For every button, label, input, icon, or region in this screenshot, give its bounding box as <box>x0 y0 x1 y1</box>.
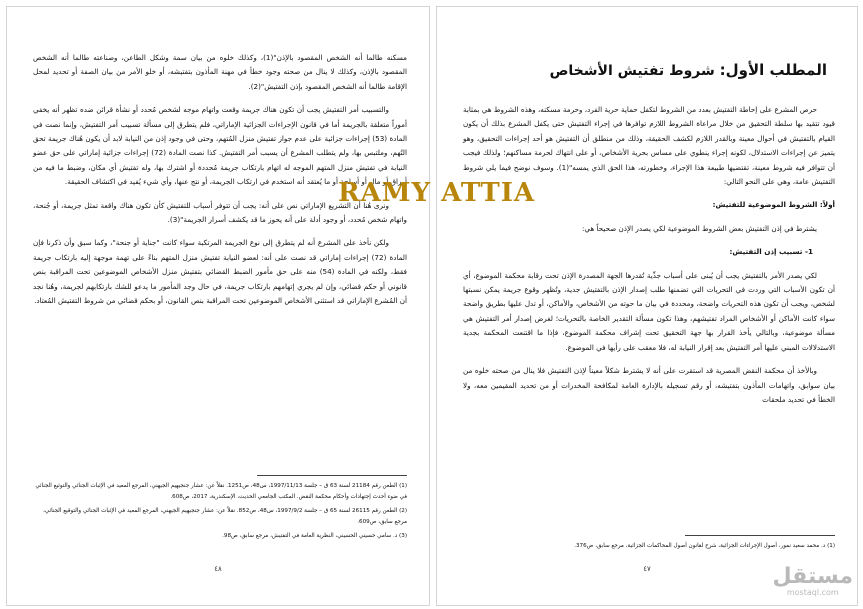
left-footnote-3: (3) د. سامي حسيني الحسيني، النظرية العامة في التفتيش، مرجع سابق، ص98. <box>222 533 407 539</box>
brand-logo <box>773 566 853 597</box>
right-court-paragraph: وبالأخذ أن محكمة النقض المصرية قد استقرت على أنه لا يشترط شكلاً معيناً لإذن التفتيش فلا ينال من صحته خلوه من بيان سوابق، واتهامات المأذون بتفتيشه، أو رقم تسجيله بالإدارة العامة لمكافحة المخدرات أو من تحديد المقيمين معه، ولا الخطأ في تحديد ملحقات <box>463 366 835 404</box>
right-footnotes <box>463 541 835 555</box>
left-paragraph-2: والتسبيب أمر التفتيش يجب أن تكون هناك جريمة وقعت واتهام موجه لشخص مُحدد أو نشأة قرائن ضده تظهر أنه يخفي أموراً متعلقة بالجريمة أما في قانون الإجراءات الجزائية الإماراتي، فلم يتطرق إلى مسألة تسبيب أمر التفتيش، وإنما نصت في المادة (53) إجراءات جزائية على عدم جواز تفتيش منزل المُتهم، وحتى في وجود إذن من النيابة لابد أن يكون هُناك جريمة تحق التُهم، وملتبس بها، ولم يتطلب المشرع أن يسبب أمر التفتيش. كذا نصت المادة (72) إجراءات جزائية إماراتي على حق عضو النيابة في تفتيش منزل المتهم الموجه له اتهام بارتكاب جريمة مُحددة أو اشترك بها، وله تفتيش أي مكان، وضبط ما فيه من أوراق أو مال أو أسلحة أو ما يُعتقد أنه استخدم في ارتكاب الجريمة، أو نتج عنها، وأي شيء يُفيد في اكتشاف الحقيقة. <box>33 105 408 187</box>
watermark-text: RAMY ATTIA <box>338 178 536 208</box>
left-footnote-1: (1) الطعن رقم 21184 لسنة 63 ق – جلسة 1997/11/13، س48، ص1251. نقلاً عن: عشار جنجيهيم الجيهني، المرجع المعيد في الإثبات الجنائي والتوثيع الجنائي في ضوء أحدث إجتهادات وأحكام محكمة النقض. المكتب الجامعي الحديث، الإسكندرية، 2017، ص608. <box>35 483 407 500</box>
brand-logo-arabic: مستقل <box>772 564 853 589</box>
right-reasons-paragraph: لكي يصدر الأمر بالتفتيش يجب أن يُبنى على أسباب جدِّية تُقدرها الجهة المصدرة الإذن تحت رقابة محكمة الموضوع، أي أن تكون الأسباب التي وردت في التحريات التي تضمنها طلب إصدار الإذن بالتفتيش جدية، وتُظهر وقوع جريمة يمكن نسبتها لشخص، ويجب أن تكون هذه التحريات واضحة، ومحددة في بيان ما حوته من الأشخاص، والأماكن، أو تدل عليها بطريق واضحة سواء كانت الأماكن أو الأشخاص المراد تفتيشهم، وهذا تكون مسألة التقدير الخاصة بالتحريات؛ لغرض إصدار أمر التفتيش هي مسألة موضوعية، وبالتالي يأخذ القرار بها جهة التحقيق تحت إشراف محكمة الموضوع، فإذا ما اقتنعت المحكمة بجدية الاستدلالات المبني عليها أمر التفتيش بعد إقرار النيابة له، فلا معقب على رأيها في الموضوع. <box>463 270 835 352</box>
right-intro-paragraph: حرص المشرع على إحاطة التفتيش بعدد من الشروط لتكفل حماية حرية الفرد، وحرمة مسكنه، وهذه الشروط هي بمثابة قيود تتقيد بها سلطة التحقيق من خلال مراعاة الشروط اللازم توافرها في إجراء التفتيش حتى يكفل المشرع بذلك أن يكون القيام بالتفتيش في أحوال معينة وبالقدر اللازم لكشف الحقيقة، وذلك من منطلق أن التفتيش هو أحد إجراءات التحقيق، وهو يتميز عن إجراءات الاستدلال، لكونه إجراء ينطوي على مساس بحرية الأشخاص، أو على انتهاك لحرمة مساكنهم؛ ولذلك فيجب أن تتوافر فيه شروط معينة، تقتضيها طبيعة هذا الإجراء، وخطورته، هذا الحق الذي يمسه"(1). وسوف نوضح فيما يلي شروط التفتيش عامة، وهي على النحو التالي: <box>463 105 835 187</box>
right-footnote-1: (1) د. محمد سعيد نمور، أصول الإجراءات الجزائية، شرح لقانون أصول المحاكمات الجزائية، مرجع سابق، ص376. <box>574 543 835 549</box>
brand-logo-latin: mostaql.com <box>786 588 839 597</box>
section-title <box>467 61 827 79</box>
section-title-main: شروط تفتيش الأشخاص <box>549 63 715 79</box>
left-paragraph-4: ولكن نأخذ على المشرع أنه لم يتطرق إلى نوع الجريمة المرتكبة سواء كانت "جناية أو جنحة"، وكما سبق وأن ذكرنا فإن المادة (72) إجراءات إماراتي قد نصت على أنه: لعضو النيابة تفتيش منزل المتهم بناءً على تهمة موجهة إليه بارتكاب جريمة فقط، ولكنه في المادة (54) منه على حق مأمور الضبط القضائي بتفتيش منزل الأشخاص الموضوعين تحت المراقبة بنص قانوني أو حكم قضائي، وإن لم يجري إتهامهم بارتكاب جريمة، في حال وجد المأمور ما يدعو للشك بارتكابهم لجريمة، وهُنا نجد أن المُشرع الإماراتي قد استثنى الأشخاص الموضوعين تحت المراقبة بنص القانون، أو بحكم قضائي من شروط التفتيش المُعتاد. <box>33 238 407 306</box>
heading-objective-conditions: أولاً: الشروط الموضوعية للتفتيش: <box>712 200 835 210</box>
right-page-body <box>463 103 835 416</box>
left-paragraph-1: مسكنه طالما أنه الشخص المقصود بالإذن"(1)، وكذلك خلوه من بيان سمة وشكل الطاعن، وصناعته طالما أنه الشخص المقصود بالإذن، وكذلك لا ينال من صحته وجود خطأ في مهنة المأذون بتفتيشه، أو خلو الأمر من بيان الصفة أو تحديد لمحل الإقامة طالما أنه الشخص المقصود بإذن التفتيش"(2). <box>33 53 407 91</box>
right-page-number: ٤٧ <box>643 565 651 573</box>
section-title-prefix: المطلب الأول: <box>719 61 827 79</box>
left-paragraph-3: ونرى هُنا أن التشريع الإماراتي نص على أنه: يجب أن تتوفر أسباب للتفتيش كأن تكون هناك واقعة تمثل جريمة، أو جُنحة، واتهام شخص مُحدد، أو وجود أدلة على أنه يحوز ما قد يكشف أسرار الجريمة"(3). <box>33 200 407 225</box>
left-footnotes <box>33 481 407 545</box>
heading-reasons: 1- تسبيب إذن التفتيش: <box>729 247 813 257</box>
left-page-number: ٤٨ <box>214 565 222 573</box>
footnote-separator-right <box>685 535 835 536</box>
left-page <box>6 6 430 606</box>
left-footnote-2: (2) الطعن رقم 26115 لسنة 65 ق – جلسة 1997/9/2، س48، ص852. نقلاً عن: عشار جنجيهيم الجيهني، المرجع المعيد في الإثبات الجنائي والتوقيع الجنائي، مرجع سابق، ص609. <box>43 508 407 525</box>
right-page <box>436 6 858 606</box>
footnote-separator-left <box>257 475 407 476</box>
right-condition-paragraph: يشترط في إذن التفتيش بعض الشروط الموضوعية لكي يصدر الإذن صحيحاً هي: <box>581 223 817 233</box>
